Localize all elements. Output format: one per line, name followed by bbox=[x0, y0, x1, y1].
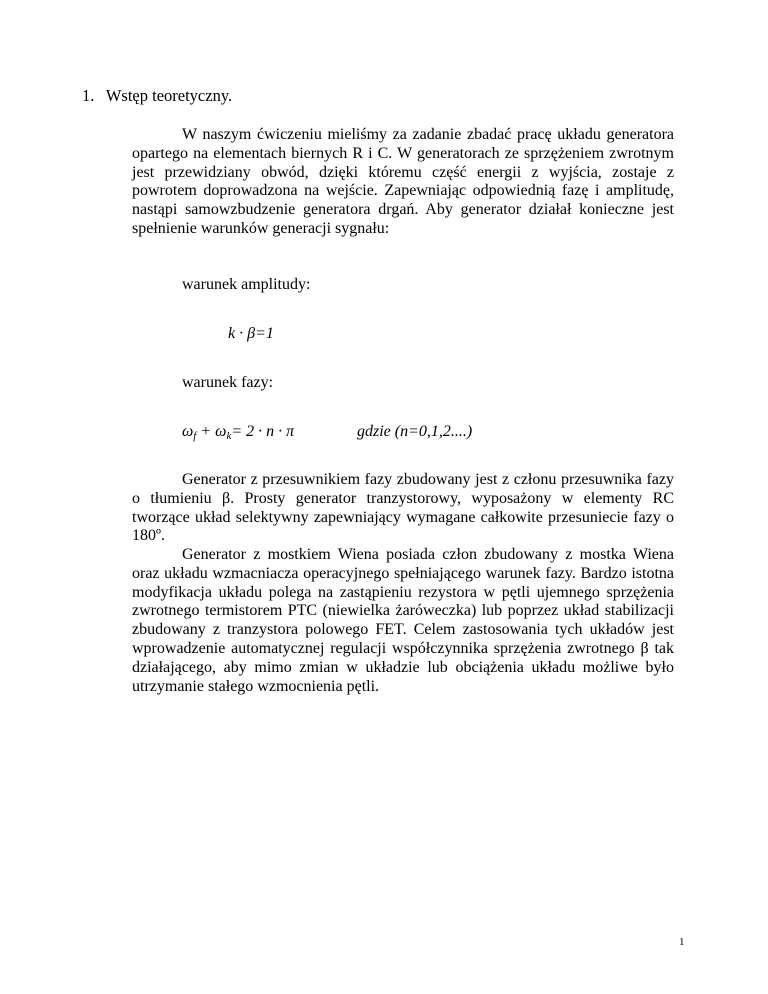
phase-shift-generator-paragraph bbox=[132, 471, 674, 546]
intro-text: W naszym ćwiczeniu mieliśmy za zadanie zbadać pracę układu generatora opartego na elementach biernych R i C. W generatorach ze sprzężeniem zwrotnym jest przewidziany obwód, dzięki któremu część energii z wyjścia, zostaje z powrotem doprowadzona na wejście. Zapewniając odpowiednią fazę i amplitudę, nastąpi samowzbudzenie generatora drgań. Aby generator działał konieczne jest spełnienie warunków generacji sygnału: bbox=[132, 126, 674, 237]
phase-formula-where: gdzie (n=0,1,2....) bbox=[357, 423, 473, 440]
wien-bridge-paragraph bbox=[132, 546, 674, 696]
amplitude-condition-label: warunek amplitudy: bbox=[182, 276, 311, 293]
section-number: 1. bbox=[82, 86, 95, 105]
amplitude-formula: k · β=1 bbox=[228, 325, 274, 342]
phase-formula: $\omega_f + \omega_k= 2 \cdot n \cdot \pi$ bbox=[182, 423, 295, 442]
wien-bridge-text: Generator z mostkiem Wiena posiada człon zbudowany z mostka Wiena oraz układu wzmacniacza operacyjnego spełniającego warunek fazy. Bardzo istotna modyfikacja układu polega na zastąpieniu rezystora w pętli ujemnego sprzężenia zwrotnego termistorem PTC (niewielka żaróweczka) lub poprzez układ stabilizacji zbudowany z tranzystora polowego FET. Celem zastosowania tych układów jest wprowadzenie automatycznej regulacji współczynnika sprzężenia zwrotnego β tak działającego, aby mimo zmian w układzie lub obciążenia układu możliwe było utrzymanie stałego wzmocnienia pętli. bbox=[132, 546, 674, 695]
section-heading bbox=[82, 86, 232, 106]
phase-shift-text: Generator z przesuwnikiem fazy zbudowany jest z członu przesuwnika fazy o tłumieniu β. Prosty generator tranzystorowy, wyposażony w elementy RC tworzące układ selektywny zapewniający wymagane całkowite przesuniecie fazy o 180º. bbox=[132, 471, 674, 545]
intro-paragraph bbox=[132, 126, 674, 239]
page-number: 1 bbox=[679, 936, 685, 948]
phase-condition-label: warunek fazy: bbox=[182, 374, 274, 391]
section-title: Wstęp teoretyczny. bbox=[105, 86, 233, 105]
